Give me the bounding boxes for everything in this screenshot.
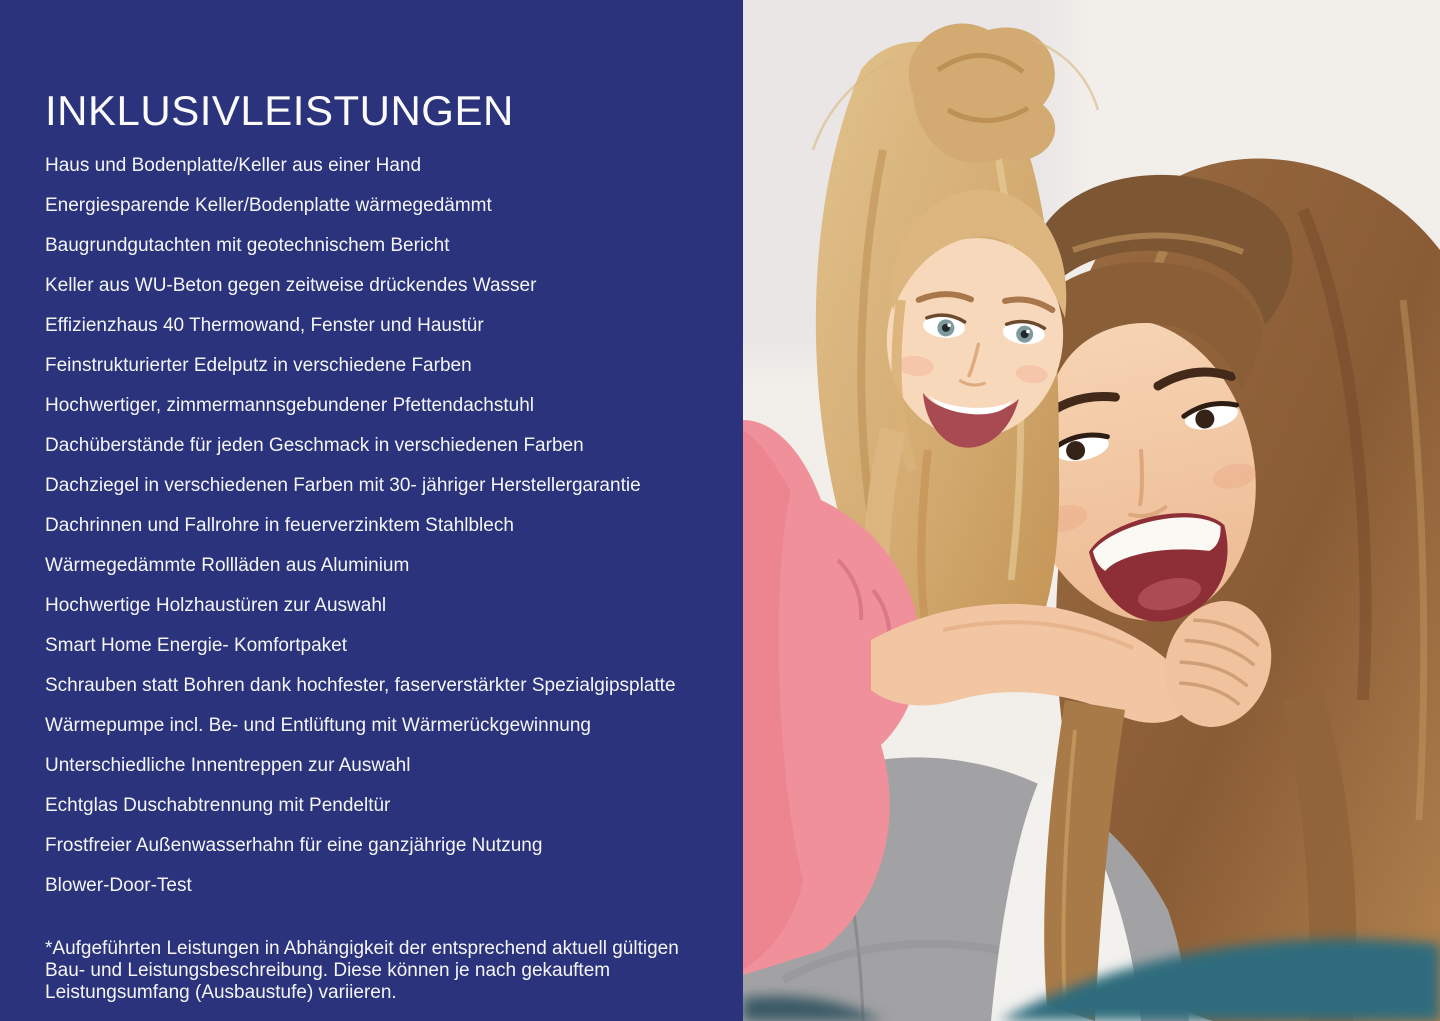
list-item: Blower-Door-Test xyxy=(45,875,192,897)
list-item: Wärmegedämmte Rollläden aus Aluminium xyxy=(45,555,410,577)
footnote: *Aufgeführten Leistungen in Abhängigkeit der entsprechend aktuell gültigen Bau- und Leistungsbeschreibung. Diese können je nach gekauftem Leistungsumfang (Ausbaustufe) variieren. xyxy=(45,938,679,1004)
list-item: Baugrundgutachten mit geotechnischem Bericht xyxy=(45,235,450,257)
list-item: Unterschiedliche Innentreppen zur Auswahl xyxy=(45,755,411,777)
list-item: Keller aus WU-Beton gegen zeitweise drückendes Wasser xyxy=(45,275,537,297)
photo-mother-daughter xyxy=(743,0,1440,1021)
list-item: Dachüberstände für jeden Geschmack in verschiedenen Farben xyxy=(45,435,584,457)
page-title: INKLUSIVLEISTUNGEN xyxy=(45,87,514,134)
list-item: Frostfreier Außenwasserhahn für eine ganzjährige Nutzung xyxy=(45,835,543,857)
list-item: Energiesparende Keller/Bodenplatte wärmegedämmt xyxy=(45,195,492,217)
list-item: Smart Home Energie- Komfortpaket xyxy=(45,635,348,657)
list-item: Wärmepumpe incl. Be- und Entlüftung mit Wärmerückgewinnung xyxy=(45,715,591,737)
list-item: Dachziegel in verschiedenen Farben mit 30- jähriger Herstellergarantie xyxy=(45,475,641,497)
list-item: Schrauben statt Bohren dank hochfester, faserverstärkter Spezialgipsplatte xyxy=(45,675,676,697)
list-item: Dachrinnen und Fallrohre in feuerverzinktem Stahlblech xyxy=(45,515,514,537)
list-item: Echtglas Duschabtrennung mit Pendeltür xyxy=(45,795,391,817)
list-item: Hochwertige Holzhaustüren zur Auswahl xyxy=(45,595,387,617)
inclusions-list xyxy=(45,146,701,906)
photo-illustration xyxy=(743,0,1440,1021)
list-item: Haus und Bodenplatte/Keller aus einer Hand xyxy=(45,155,422,177)
list-item: Feinstrukturierter Edelputz in verschiedene Farben xyxy=(45,355,472,377)
list-item: Hochwertiger, zimmermannsgebundener Pfettendachstuhl xyxy=(45,395,534,417)
list-item: Effizienzhaus 40 Thermowand, Fenster und Haustür xyxy=(45,315,484,337)
